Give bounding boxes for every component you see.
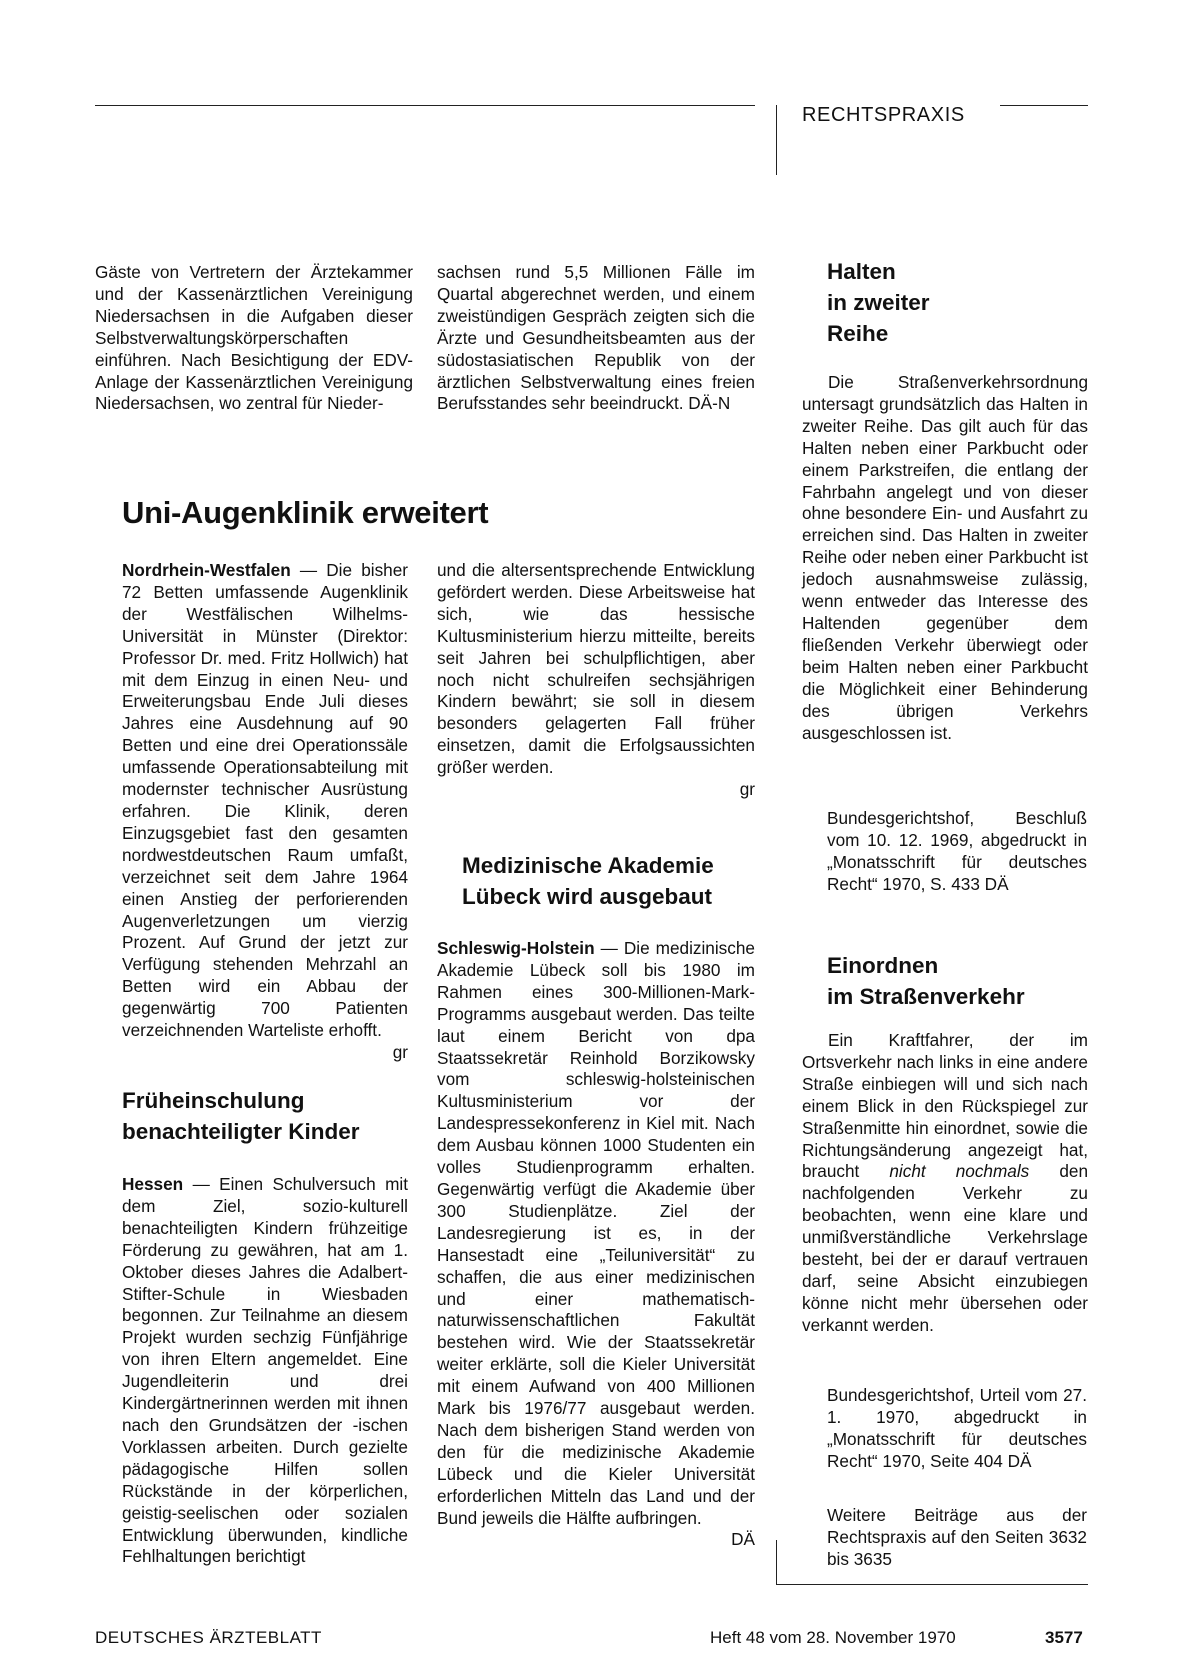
sidebar-einordnen-text-after: den nachfolgenden Verkehr zu beobachten, wenn eine klare und unmißverständliche Verkehrslage besteht, bei der er darauf vertrauen darf, seine Absicht einzubiegen könne nicht mehr übersehen oder verkannt werden. (802, 1161, 1089, 1335)
article-akademie-luebeck-text: — Die medizinische Akademie Lübeck soll bis 1980 im Rahmen eines 300-Millionen-Mark-Programms ausgebaut werden. Das teilte laut einem Bericht von dpa Staatssekretär Reinhold Borzikowsky vom schleswig-holsteinischen Kultusministerium vor der Landespressekonferenz in Kiel mit. Nach dem Ausbau können 1000 Studenten ein volles Studienprogramm erhalten. Gegenwärtig verfügt die Akademie über 300 Studienplätze. Ziel der Landesregierung ist es, in der Hansestadt eine „Teiluniversität“ zu schaffen, die aus einer medizinischen und einer mathematisch-naturwissenschaftlichen Fakultät bestehen wird. Wie der Staatssekretär weiter erklärte, soll die Kieler Universität mit einem Aufwand von 400 Millionen Mark bis 1976/77 ausgebaut werden. Nach dem bisherigen Stand werden von den für die medizinische Akademie Lübeck und die Kieler Universität erforderlichen Mitteln das Land und der Bund jeweils die Hälfte aufbringen. (437, 938, 755, 1528)
article-akademie-luebeck-body (437, 938, 755, 1551)
sidebar-einordnen-source (827, 1385, 1087, 1473)
article-frueheinschulung-title (122, 1085, 360, 1147)
sidebar-halten-source-text: Bundesgerichtshof, Beschluß vom 10. 12. 1969, abgedruckt in „Monatsschrift für deutsches Recht“ 1970, S. 433 (827, 808, 1087, 894)
article-frueheinschulung-body-col1 (122, 1174, 408, 1568)
sidebar-halten-source (827, 808, 1087, 896)
sidebar-more-note: Weitere Beiträge aus der Rechtspraxis auf den Seiten 3632 bis 3635 (827, 1505, 1087, 1569)
section-rule (1000, 105, 1088, 106)
article-uni-augenklinik-sig: gr (392, 1041, 408, 1062)
article-frueheinschulung-body-col2 (437, 560, 755, 801)
article-frueheinschulung-title-line1: Früheinschulung (122, 1088, 305, 1113)
article-frueheinschulung-text-cont: und die altersentsprechende Entwicklung gefördert werden. Diese Arbeitsweise hat sich, wie das hessische Kultusministerium hierzu mitteilte, bereits seit Jahren bei schulpflichtigen, aber noch nicht schulreifen sechsjährigen Kindern bewährt; sie soll in diesem besonders gelagerten Fall früher einsetzen, damit die Erfolgsaussichten größer werden. (437, 560, 755, 778)
article-akademie-luebeck-sig: DÄ (731, 1529, 755, 1550)
article-frueheinschulung-text: — Einen Schulversuch mit dem Ziel, sozio-kulturell benachteiligten Kindern frühzeitige Förderung zu gewähren, hat am 1. Oktober dieses Jahres die Adalbert-Stifter-Schule in Wiesbaden begonnen. Zur Teilnahme an diesem Projekt wurden sechzig Fünfjährige von ihren Eltern angemeldet. Eine Jugendleiterin und drei Kindergärtnerinnen werden mit ihnen nach den Grundsätzen der -ischen Vorklassen arbeiten. Durch gezielte pädagogische Hilfen sollen Rückstände in der körperlichen, geistig-seelischen oder sozialen Entwicklung überwunden, kindliche Fehlhaltungen berichtigt (122, 1174, 408, 1567)
sidebar-einordnen-text-before: Ein Kraftfahrer, der im Ortsverkehr nach links in eine andere Straße einbiegen will und sich nach einem Blick in den Rückspiegel zur Straßenmitte hin einordnet, sowie die Richtungsänderung angezeigt hat, braucht (802, 1030, 1088, 1182)
sidebar-einordnen-text (802, 1030, 1088, 1337)
article-akademie-luebeck-lead: Schleswig-Holstein (437, 938, 595, 958)
article-uni-augenklinik-title: Uni-Augenklinik erweitert (122, 495, 489, 530)
footer-page-number: 3577 (1045, 1628, 1083, 1647)
sidebar-halten-sig: DÄ (984, 873, 1009, 894)
sidebar-einordnen-title (827, 950, 1025, 1012)
intro-col2: sachsen rund 5,5 Millionen Fälle im Quartal abgerechnet werden, und einem zweistündigen Gespräch zeigten sich die Ärzte und Gesundheitsbeamten aus der südostasiatischen Republik von der ärztlichen Selbstverwaltung eines freien Berufsstandes sehr beeindruckt. DÄ-N (437, 262, 755, 414)
top-rule (95, 105, 755, 106)
article-frueheinschulung-title-line2: benachteiligter Kinder (122, 1119, 360, 1144)
footer-rule (776, 1584, 1088, 1585)
sidebar-halten-text: Die Straßenverkehrsordnung untersagt grundsätzlich das Halten in zweiter Reihe. Das gilt auch für das Halten neben einer Parkbucht oder einem Parkstreifen, die entlang der Fahrbahn angelegt und von dieser ohne besondere Ein- und Ausfahrt zu erreichen sind. Das Halten in zweiter Reihe oder neben einer Parkbucht ist jedoch ausnahmsweise zulässig, wenn entweder das Interesse des Haltenden gegenüber dem fließenden Verkehr überwiegt oder beim Halten neben einer Parkbucht die Möglichkeit einer Behinderung des übrigen Verkehrs ausgeschlossen ist. (802, 372, 1088, 743)
article-akademie-luebeck-title-line1: Medizinische Akademie (462, 853, 714, 878)
article-uni-augenklinik-text: — Die bisher 72 Betten umfassende Augenklinik der Westfälischen Wilhelms-Universität in Münster (Direktor: Professor Dr. med. Fritz Hollwich) hat mit dem Einzug in einen Neu- und Erweiterungsbau Ende Juli dieses Jahres eine Ausdehnung auf 90 Betten und eine drei Operationssäle umfassende Operationsabteilung mit modernster technischer Ausrüstung erfahren. Die Klinik, deren Einzugsgebiet fast den gesamten nordwestdeutschen Raum umfaßt, verzeichnet seit dem Jahre 1964 einen Anstieg der perforierenden Augenverletzungen um vierzig Prozent. Auf Grund der jetzt zur Verfügung stehenden Mehrzahl an Betten wird ein Abbau der gegenwärtig 700 Patienten verzeichnenden Warteliste erhofft. (122, 560, 409, 1041)
footer-issue: Heft 48 vom 28. November 1970 (710, 1628, 956, 1647)
sidebar-halten-title (827, 256, 930, 349)
sidebar-einordnen-source-text: Bundesgerichtshof, Urteil vom 27. 1. 1970, abgedruckt in „Monatsschrift für deutsches Recht“ 1970, Seite 404 (827, 1385, 1087, 1471)
sidebar-einordnen-text-emphasis: nicht nochmals (889, 1161, 1030, 1182)
sidebar-einordnen-sig: DÄ (1007, 1450, 1032, 1471)
sidebar-einordnen-title-line1: Einordnen (827, 953, 939, 978)
article-uni-augenklinik-lead: Nordrhein-Westfalen (122, 560, 291, 580)
article-uni-augenklinik-body (122, 560, 408, 1064)
intro-col1: Gäste von Vertretern der Ärztekammer und der Kassenärztlichen Vereinigung Niedersachsen in die Aufgaben dieser Selbstverwaltungskörperschaften einführen. Nach Besichtigung der EDV-Anlage der Kassenärztlichen Vereinigung Niedersachsen, wo zentral für Nieder- (95, 262, 413, 414)
article-frueheinschulung-sig: gr (739, 779, 755, 800)
article-akademie-luebeck-title-line2: Lübeck wird ausgebaut (462, 884, 713, 909)
footer-publication: DEUTSCHES ÄRZTEBLATT (95, 1628, 322, 1647)
sidebar-einordnen-title-line2: im Straßenverkehr (827, 984, 1025, 1009)
article-frueheinschulung-lead: Hessen (122, 1174, 184, 1194)
article-akademie-luebeck-title (462, 850, 714, 912)
sidebar-halten-title-line2: in zweiter (827, 290, 930, 315)
column-divider (776, 105, 777, 175)
sidebar-halten-title-line3: Reihe (827, 321, 889, 346)
section-title: RECHTSPRAXIS (802, 104, 965, 126)
footer-divider (776, 1540, 777, 1584)
sidebar-halten-title-line1: Halten (827, 259, 896, 284)
